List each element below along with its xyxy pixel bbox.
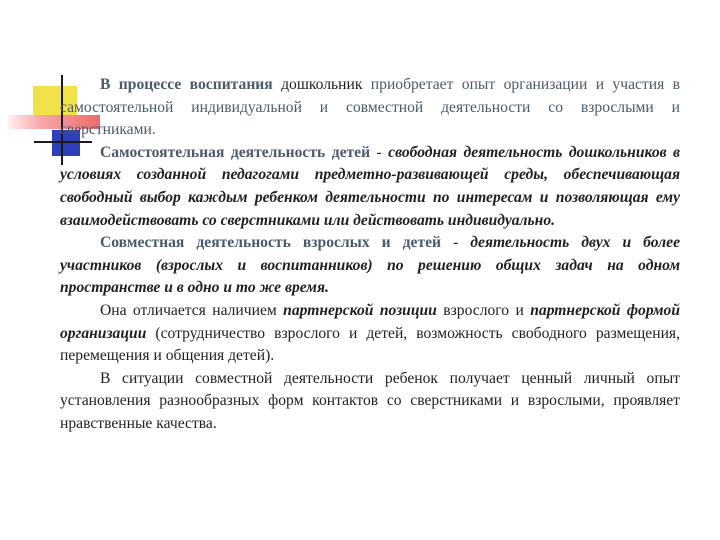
term-dash: - bbox=[441, 234, 471, 252]
paragraph-partner-position bbox=[60, 300, 680, 368]
paragraph-joint-situation bbox=[60, 368, 680, 436]
paragraph-upbringing bbox=[60, 74, 680, 142]
text-part-3: (сотрудничество взрослого и детей, возможность свободного размещения, перемещения и общения детей). bbox=[60, 324, 680, 365]
paragraph-rest: приобретает опыт организации и участия в самостоятельной индивидуальной и совместной деятельности со взрослыми и сверстниками. bbox=[60, 76, 680, 139]
term-dash: - bbox=[370, 143, 389, 161]
lead-phrase: В процессе воспитания bbox=[100, 76, 273, 93]
definition-joint-activity: деятельность двух и более участников (взрослых и воспитанников) по решению общих задач на одном пространстве и в одно и то же время. bbox=[60, 234, 680, 297]
slide-text-body bbox=[60, 74, 680, 436]
paragraph-independent-activity bbox=[60, 142, 680, 232]
text-part-2: взрослого и bbox=[443, 301, 524, 319]
definition-independent-activity: свободная деятельность дошкольников в условиях созданной педагогами предметно-развивающей среды, обеспечивающая свободный выбор каждым ребенком деятельности по интересам и позволяющая ему взаимодействовать со сверстниками или действовать индивидуально. bbox=[60, 143, 680, 229]
paragraph-text: В ситуации совместной деятельности ребенок получает ценный личный опыт установления разнообразных форм контактов со сверстниками и взрослыми, проявляет нравственные качества. bbox=[60, 369, 680, 432]
emphasis-partner-position: партнерской позиции bbox=[283, 301, 437, 319]
term-independent-activity: Самостоятельная деятельность детей bbox=[100, 143, 371, 161]
text-part-1: Она отличается наличием bbox=[100, 301, 277, 319]
emphasis-partner-form: партнерской формой организации bbox=[60, 301, 681, 342]
term-joint-activity: Совместная деятельность взрослых и детей bbox=[100, 234, 442, 252]
paragraph-joint-activity bbox=[60, 232, 680, 300]
subject-word: дошкольник bbox=[281, 76, 363, 93]
